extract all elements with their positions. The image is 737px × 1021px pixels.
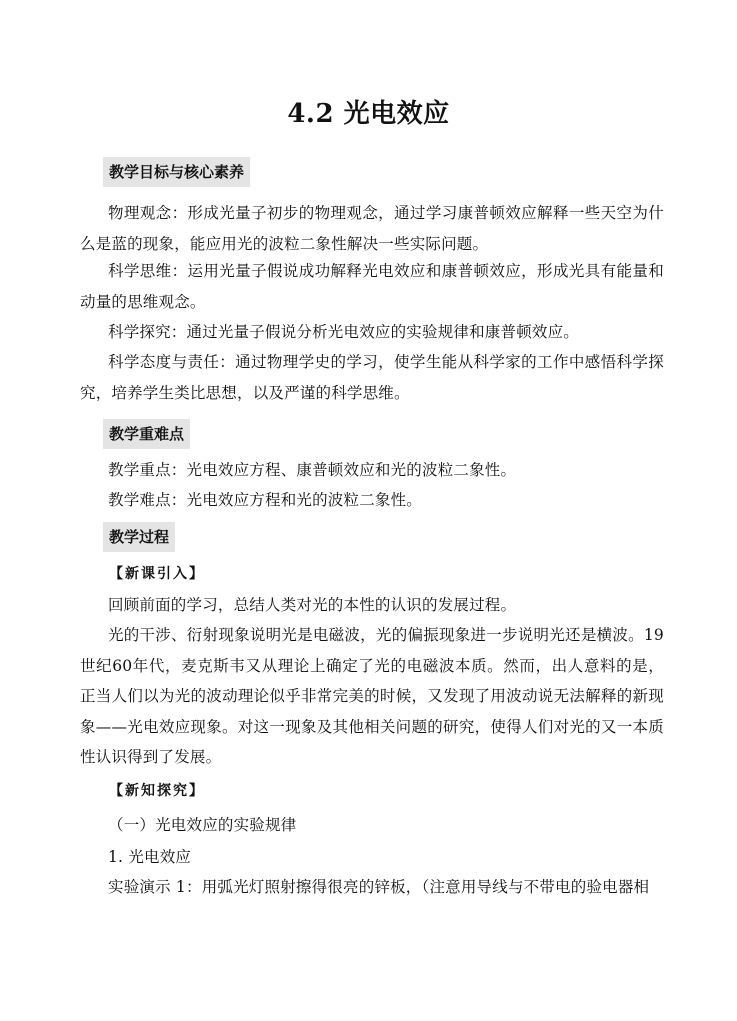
- paragraph-attitude: 科学态度与责任：通过物理学史的学习，使学生能从科学家的工作中感悟科学探究，培养学生类比思想，以及严谨的科学思维。: [80, 353, 664, 402]
- paragraph-experiment: 实验演示 1：用弧光灯照射擦得很亮的锌板，（注意用导线与不带电的验电器相: [108, 878, 650, 896]
- paragraph-intro-2: 光的干涉、衍射现象说明光是电磁波，光的偏振现象进一步说明光还是横波。19世纪60年代，麦克斯韦又从理论上确定了光的电磁波本质。然而，出人意料的是，正当人们以为光的波动理论似乎非常完美的时候，又发现了用波动说无法解释的新现象——光电效应现象。对这一现象及其他相关问题的研究，使得人们对光的又一本质性认识得到了发展。: [80, 626, 664, 766]
- paragraph-difficult-point: 教学难点：光电效应方程和光的波粒二象性。: [108, 491, 423, 509]
- heading-goals: 教学目标与核心素养: [103, 157, 250, 187]
- paragraph-scientific-thinking: 科学思维：运用光量子假说成功解释光电效应和康普顿效应，形成光具有能量和动量的思维观念。: [80, 262, 664, 311]
- paragraph-physics-concept: 物理观念：形成光量子初步的物理观念，通过学习康普顿效应解释一些天空为什么是蓝的现象，能应用光的波粒二象性解决一些实际问题。: [80, 204, 664, 253]
- label-intro: 【新课引入】: [109, 566, 205, 582]
- paragraph-intro-1: 回顾前面的学习，总结人类对光的本性的认识的发展过程。: [108, 596, 517, 614]
- subsection-title: （一）光电效应的实验规律: [108, 816, 297, 834]
- item-title: 1. 光电效应: [108, 848, 192, 866]
- paragraph-key-point: 教学重点：光电效应方程、康普顿效应和光的波粒二象性。: [108, 461, 517, 479]
- heading-process: 教学过程: [103, 522, 175, 552]
- label-explore: 【新知探究】: [109, 783, 205, 799]
- paragraph-scientific-inquiry: 科学探究：通过光量子假说分析光电效应的实验规律和康普顿效应。: [108, 323, 580, 341]
- heading-key-points: 教学重难点: [103, 419, 190, 449]
- page-title: 4.2 光电效应: [287, 99, 450, 129]
